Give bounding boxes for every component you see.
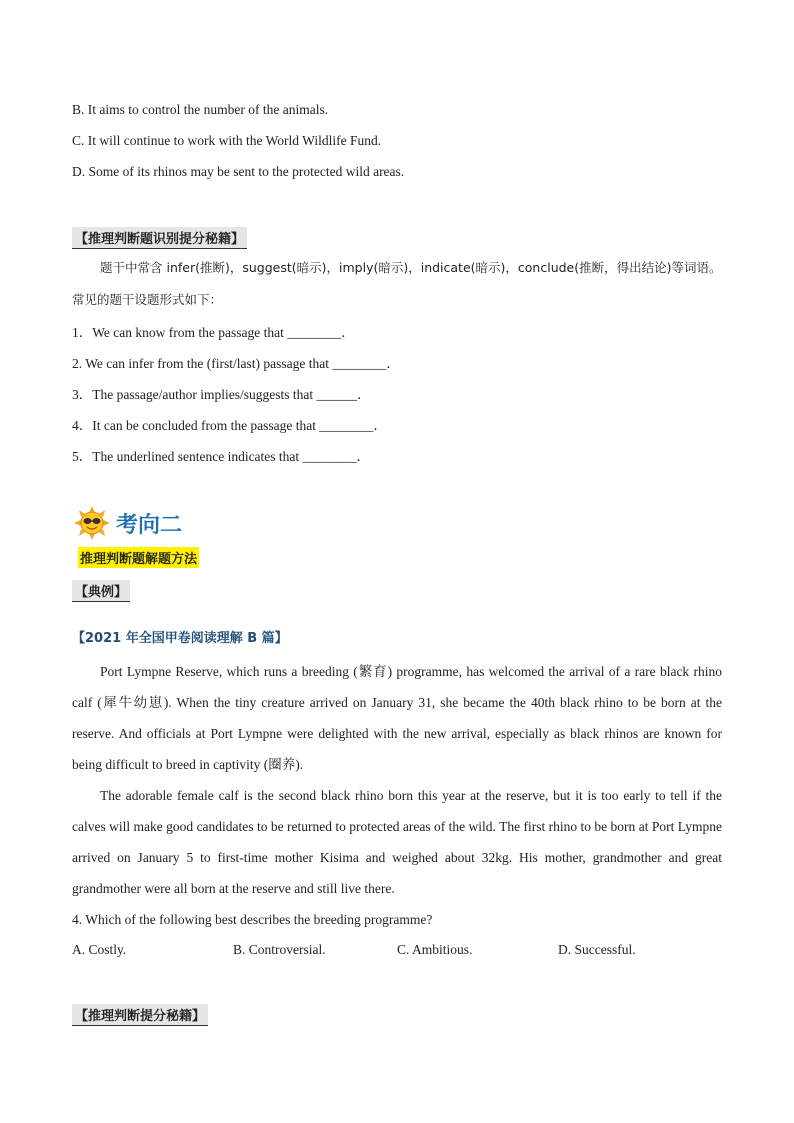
question-4: 4. Which of the following best describes the breeding programme? [72,912,433,927]
tips-inference-label: 【推理判断提分秘籍】 [72,1004,208,1026]
option-b: B. It aims to control the number of the animals. [72,102,329,117]
option-c: C. Ambitious. [397,942,473,957]
option-c: C. It will continue to work with the World Wildlife Fund. [72,133,382,148]
option-d: D. Some of its rhinos may be sent to the protected wild areas. [72,164,405,179]
passage-paragraph-2 [72,780,722,904]
option-d: D. Successful. [558,942,636,957]
passage-p1-text: Port Lympne Reserve, which runs a breeding (繁育) programme, has welcomed the arrival of a rare black rhino calf (犀牛幼崽). When the tiny creature arrived on January 31, she became the 40th black rhino to be born at the reserve. And officials at Port Lympne were delighted with the new arrival, especially as black rhinos are known for being difficult to breed in captivity (圈养). [72,664,722,772]
sun-sunglasses-icon [72,505,112,541]
passage-source: 【2021 年全国甲卷阅读理解 B 篇】 [72,631,288,646]
section-title: 考向二 [116,512,183,538]
option-a: A. Costly. [72,942,127,957]
tips-identification-label: 【推理判断题识别提分秘籍】 [72,227,247,249]
option-b: B. Controversial. [233,942,326,957]
question-form-5: 5．The underlined sentence indicates that ________． [72,449,371,464]
tips-intro-line2: 常见的题干设题形式如下： [72,292,223,307]
passage-paragraph-1 [72,656,722,780]
question-form-3: 3．The passage/author implies/suggests that ______． [72,387,371,402]
question-form-1: 1．We can know from the passage that ________． [72,325,355,340]
section-heading [72,505,182,541]
example-label: 【典例】 [72,580,130,602]
question-form-2: 2. We can infer from the (first/last) passage that ________． [72,356,400,371]
tips-intro-line1: 题干中常含 infer(推断)，suggest(暗示)，imply(暗示)，indicate(暗示)，conclude(推断，得出结论)等词语。 [100,260,722,275]
subtopic-highlight: 推理判断题解题方法 [78,547,199,568]
question-form-4: 4．It can be concluded from the passage that ________． [72,418,387,433]
passage-p2-text: The adorable female calf is the second black rhino born this year at the reserve, but it is too early to tell if the calves will make good candidates to be returned to protected areas of the wild. The first rhino to be born at Port Lympne arrived on January 5 to first-time mother Kisima and weighed about 32kg. His mother, grandmother and great grandmother were all born at the reserve and still live there. [72,788,722,896]
